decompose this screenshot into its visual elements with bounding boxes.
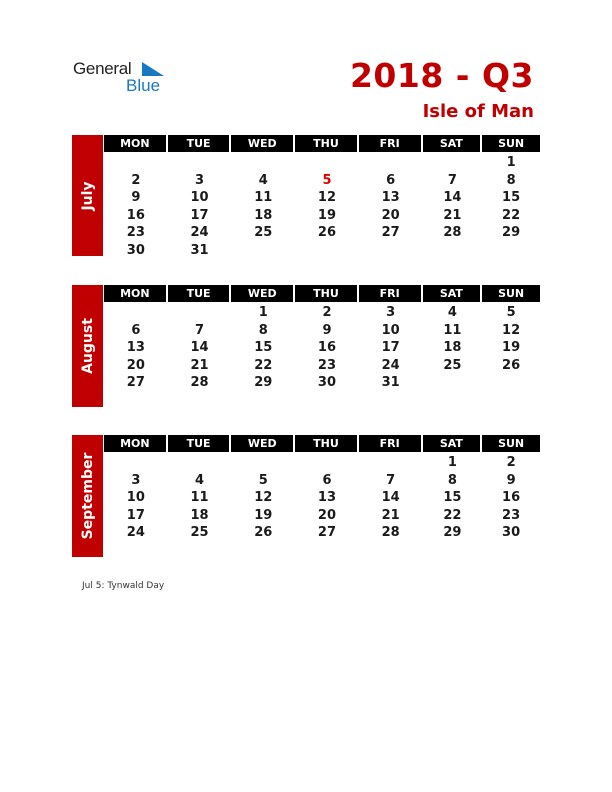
- week-row: [104, 304, 540, 322]
- day-cell: 4: [195, 472, 205, 488]
- week-row: [104, 507, 540, 525]
- day-grid: [104, 304, 540, 392]
- logo-word-blue: Blue: [126, 76, 161, 95]
- day-cell: 30: [317, 375, 336, 390]
- weekday-tue: TUE: [168, 135, 230, 152]
- day-cell: 3: [386, 305, 396, 320]
- day-cell: 6: [322, 472, 332, 488]
- weekday-wed: WED: [231, 285, 293, 302]
- day-cell: 9: [131, 190, 141, 205]
- weekday-tue: TUE: [168, 435, 230, 452]
- week-row: [104, 339, 540, 357]
- week-row: [104, 454, 540, 472]
- week-row: [104, 172, 540, 190]
- day-cell: 11: [254, 190, 273, 205]
- day-cell: 31: [190, 242, 209, 258]
- day-cell: 8: [258, 322, 268, 338]
- day-cell: 4: [258, 172, 268, 188]
- logo: [73, 59, 173, 99]
- week-row: [104, 207, 540, 225]
- week-row: [104, 489, 540, 507]
- day-cell: 27: [317, 525, 336, 540]
- weekday-sun: SUN: [482, 285, 540, 302]
- day-cell: 5: [506, 305, 516, 320]
- day-cell: 7: [386, 472, 396, 488]
- week-row: [104, 374, 540, 392]
- day-cell: 21: [381, 507, 400, 523]
- day-cell: 14: [190, 340, 209, 355]
- day-cell: 31: [381, 375, 400, 390]
- day-cell: 1: [447, 455, 457, 470]
- empty-cell: [423, 242, 483, 260]
- day-cell: 4: [447, 305, 457, 320]
- day-grid: [104, 454, 540, 542]
- page-subtitle: Isle of Man: [422, 101, 534, 122]
- empty-cell: [168, 154, 232, 172]
- weekday-wed: WED: [231, 135, 293, 152]
- day-cell: 8: [447, 472, 457, 488]
- weekday-thu: THU: [295, 435, 357, 452]
- day-cell: 29: [502, 225, 521, 240]
- day-cell: 20: [126, 357, 145, 373]
- day-cell: 19: [317, 207, 336, 223]
- logo-triangle-icon: [142, 62, 164, 76]
- day-cell: 19: [254, 507, 273, 523]
- day-cell: 3: [131, 472, 141, 488]
- day-cell: 28: [190, 375, 209, 390]
- day-cell: 24: [190, 225, 209, 240]
- weekday-fri: FRI: [359, 435, 421, 452]
- empty-cell: [231, 242, 295, 260]
- day-cell: 5: [322, 172, 332, 188]
- day-cell: 2: [131, 172, 141, 188]
- day-cell: 15: [443, 490, 462, 505]
- day-cell: 25: [254, 225, 273, 240]
- weekday-header: [104, 135, 540, 152]
- empty-cell: [295, 154, 359, 172]
- week-row: [104, 524, 540, 542]
- day-cell: 1: [258, 305, 268, 320]
- weekday-header: [104, 435, 540, 452]
- day-cell: 12: [317, 190, 336, 205]
- weekday-thu: THU: [295, 285, 357, 302]
- weekday-fri: FRI: [359, 285, 421, 302]
- weekday-wed: WED: [231, 435, 293, 452]
- day-cell: 27: [381, 225, 400, 240]
- day-cell: 10: [381, 322, 400, 338]
- day-cell: 18: [254, 207, 273, 223]
- empty-cell: [482, 242, 540, 260]
- day-cell: 13: [317, 490, 336, 505]
- day-cell: 11: [190, 490, 209, 505]
- day-cell: 21: [190, 357, 209, 373]
- month-label-bar: [72, 135, 103, 256]
- day-cell: 17: [190, 207, 209, 223]
- day-cell: 16: [126, 207, 145, 223]
- day-cell: 17: [381, 340, 400, 355]
- day-cell: 15: [502, 190, 521, 205]
- day-cell: 27: [126, 375, 145, 390]
- logo-word-general: General: [73, 59, 132, 78]
- day-cell: 22: [443, 507, 462, 523]
- empty-cell: [423, 154, 483, 172]
- day-cell: 8: [506, 172, 516, 188]
- day-cell: 30: [126, 242, 145, 258]
- empty-cell: [104, 304, 168, 322]
- day-cell: 14: [443, 190, 462, 205]
- month-name: September: [79, 452, 96, 540]
- day-cell: 9: [506, 472, 516, 488]
- empty-cell: [168, 454, 232, 472]
- day-cell: 12: [502, 322, 521, 338]
- empty-cell: [168, 304, 232, 322]
- weekday-header: [104, 285, 540, 302]
- day-cell: 3: [195, 172, 205, 188]
- day-cell: 11: [443, 322, 462, 338]
- page-title: 2018 - Q3: [349, 56, 534, 95]
- day-cell: 18: [443, 340, 462, 355]
- day-cell: 18: [190, 507, 209, 523]
- day-cell: 24: [381, 357, 400, 373]
- day-cell: 12: [254, 490, 273, 505]
- empty-cell: [359, 154, 423, 172]
- day-cell: 29: [443, 525, 462, 540]
- month-label-bar: [72, 435, 103, 557]
- day-cell: 6: [131, 322, 141, 338]
- weekday-sat: SAT: [423, 135, 481, 152]
- day-cell: 25: [190, 525, 209, 540]
- month-name: July: [79, 180, 96, 211]
- day-cell: 10: [190, 190, 209, 205]
- day-cell: 5: [258, 472, 268, 488]
- week-row: [104, 154, 540, 172]
- day-cell: 25: [443, 357, 462, 373]
- empty-cell: [423, 374, 483, 392]
- day-cell: 15: [254, 340, 273, 355]
- week-row: [104, 472, 540, 490]
- empty-cell: [482, 374, 540, 392]
- day-cell: 23: [502, 507, 521, 523]
- day-cell: 16: [317, 340, 336, 355]
- day-cell: 9: [322, 322, 332, 338]
- day-cell: 30: [502, 525, 521, 540]
- day-cell: 24: [126, 525, 145, 540]
- day-cell: 20: [317, 507, 336, 523]
- day-cell: 20: [381, 207, 400, 223]
- day-cell: 6: [386, 172, 396, 188]
- day-cell: 22: [502, 207, 521, 223]
- day-grid: [104, 154, 540, 259]
- holiday-note: Jul 5: Tynwald Day: [82, 581, 165, 591]
- weekday-sat: SAT: [423, 435, 481, 452]
- day-cell: 19: [502, 340, 521, 355]
- day-cell: 26: [254, 525, 273, 540]
- day-cell: 17: [126, 507, 145, 523]
- day-cell: 7: [447, 172, 457, 188]
- empty-cell: [359, 242, 423, 260]
- weekday-mon: MON: [104, 285, 166, 302]
- week-row: [104, 189, 540, 207]
- day-cell: 23: [126, 225, 145, 240]
- weekday-mon: MON: [104, 135, 166, 152]
- day-cell: 16: [502, 490, 521, 505]
- weekday-sat: SAT: [423, 285, 481, 302]
- empty-cell: [295, 454, 359, 472]
- empty-cell: [295, 242, 359, 260]
- empty-cell: [104, 154, 168, 172]
- day-cell: 29: [254, 375, 273, 390]
- week-row: [104, 357, 540, 375]
- month-label-bar: [72, 285, 103, 407]
- empty-cell: [104, 454, 168, 472]
- empty-cell: [231, 454, 295, 472]
- empty-cell: [359, 454, 423, 472]
- weekday-sun: SUN: [482, 135, 540, 152]
- weekday-thu: THU: [295, 135, 357, 152]
- weekday-sun: SUN: [482, 435, 540, 452]
- day-cell: 2: [506, 455, 516, 470]
- weekday-mon: MON: [104, 435, 166, 452]
- day-cell: 2: [322, 305, 332, 320]
- empty-cell: [231, 154, 295, 172]
- day-cell: 13: [381, 190, 400, 205]
- weekday-fri: FRI: [359, 135, 421, 152]
- week-row: [104, 322, 540, 340]
- day-cell: 10: [126, 490, 145, 505]
- day-cell: 26: [502, 357, 521, 373]
- day-cell: 13: [126, 340, 145, 355]
- day-cell: 23: [317, 357, 336, 373]
- day-cell: 28: [381, 525, 400, 540]
- day-cell: 14: [381, 490, 400, 505]
- weekday-tue: TUE: [168, 285, 230, 302]
- day-cell: 1: [506, 155, 516, 170]
- day-cell: 21: [443, 207, 462, 223]
- day-cell: 28: [443, 225, 462, 240]
- week-row: [104, 242, 540, 260]
- day-cell: 26: [317, 225, 336, 240]
- month-name: August: [79, 318, 96, 374]
- week-row: [104, 224, 540, 242]
- day-cell: 22: [254, 357, 273, 373]
- day-cell: 7: [195, 322, 205, 338]
